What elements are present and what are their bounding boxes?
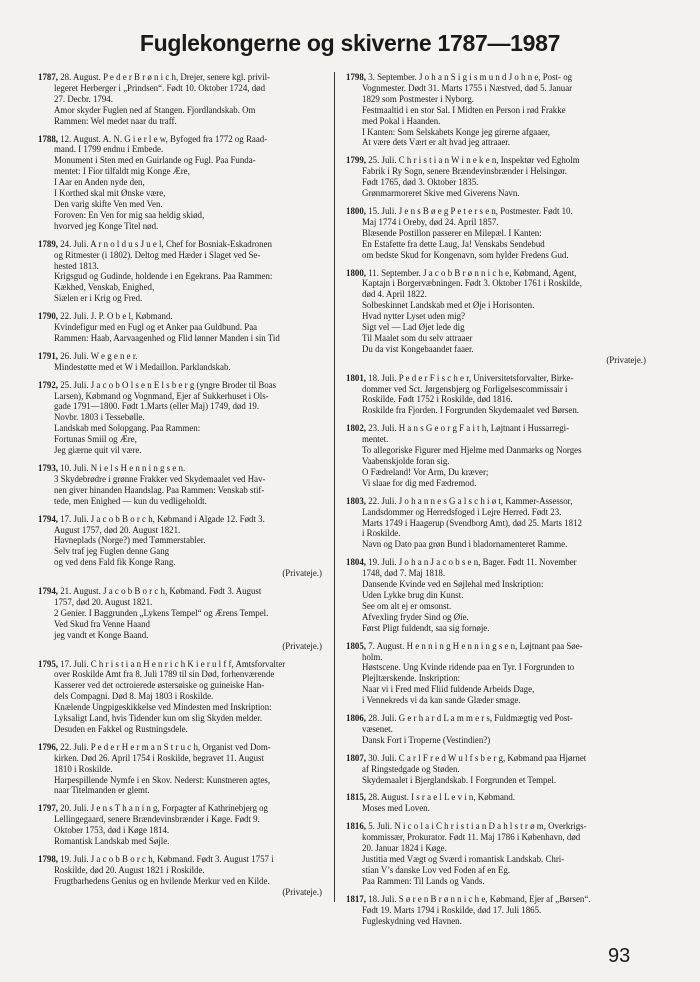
entry-line: dels Compagni. Død 8. Maj 1803 i Roskilde. [54, 691, 214, 702]
entry-line [38, 311, 326, 322]
entry-line: Selv traf jeg Fuglen denne Gang [54, 546, 170, 557]
page-title: Fuglekongerne og skiverne 1787—1987 [139, 30, 561, 56]
entry [38, 72, 326, 127]
entry-text: 22. Juli. J o h a n n e s G a l s c h i ø t, Kammer-Assessor, [368, 495, 573, 506]
entry-line [346, 423, 650, 434]
entry-line [346, 373, 650, 384]
entry-line: Uden Lykke brug din Kunst. [362, 589, 464, 600]
entry-text: 10. Juli. N i e l s H e n n i n g s e n. [60, 463, 186, 473]
entry-text: 18. Juli. P e d e r F i s c h e r, Universitetsforvalter, Birke- [368, 372, 574, 383]
entry-line: hvorved jeg Konge Titel nød. [54, 220, 159, 231]
entry [38, 659, 326, 735]
entry-line: mentet. [362, 434, 389, 445]
entry-line: over Roskilde Amt fra 8. Juli 1789 til sin Død, forhenværende [54, 669, 275, 680]
entry [38, 311, 326, 344]
entry-line: Landsdommer og Herredsfoged i Lejre Herred. Født 23. [362, 506, 562, 517]
entry-line: Afvexling fryder Sind og Øie. [362, 611, 469, 622]
entry-year: 1798, [38, 854, 58, 864]
entry-text: 28. August. P e d e r B r ø n i c h, Drejer, senere kgl. privil- [60, 72, 270, 82]
entry-line: Moses med Loven. [362, 803, 430, 814]
privateje-note: (Privateje.) [606, 354, 646, 365]
entry-year: 1804, [346, 557, 366, 568]
entry [38, 351, 326, 373]
entry-line: 27. Decbr. 1794. [54, 93, 113, 104]
entry-line [346, 821, 650, 832]
entry-line: Justitia med Vægt og Sværd i romantisk Landskab. Chri- [362, 854, 565, 864]
entry-line: August 1757, død 20. August 1821. [54, 524, 181, 535]
entry-line: To allegoriske Figurer med Hjelme med Danmarks og Norges [362, 445, 582, 456]
entry-text: 5. Juli. N i c o l a i C h r i s t i a n D a h l s t r ø m, Overkrigs- [368, 821, 587, 832]
entry-text: 25. Juli. J a c o b O l s e n E l s b e r g (yngre Broder til Boas [60, 379, 277, 390]
privateje-note: (Privateje.) [282, 640, 322, 651]
entry-line: Desuden en Fakkel og Rustningsdele. [54, 723, 188, 734]
entry-line: Til Maalet som du selv attraaer [362, 332, 473, 343]
entry-line: Lellingegaard, senere Brændevinsbrænder i Køge. Født 9. [54, 814, 260, 825]
entry-line: holm. [362, 651, 383, 662]
entry-line: Sigt vel — Lad Øjet lede dig [362, 322, 465, 333]
entry-line: jeg vandt et Konge Baand. [54, 629, 149, 640]
entry [346, 641, 650, 706]
entry [38, 586, 326, 651]
entry-line: Dansende Kvinde ved en Søjlehal med Inskription: [362, 579, 544, 590]
entry-text: 17. Juli. J a c o b B o r c h, Købmand i Algade 12. Født 3. [60, 513, 265, 524]
entry-line: Roskilde fra Fjorden. I Forgrunden Skydemaalet ved Børsen. [362, 405, 579, 416]
entry-year: 1796, [38, 741, 58, 752]
entry-year: 1797, [38, 803, 58, 814]
column-divider [334, 72, 335, 902]
entry-line: I Aar en Anden nyde den, [54, 177, 145, 188]
entry-line: Harpespillende Nymfe i en Skov. Nederst: Kunstneren agtes, [54, 774, 271, 785]
entry-line: Kvindefigur med en Fugl og et Anker paa Guldbund. Paa [54, 322, 258, 333]
entry-line: 20. Januar 1824 i Køge. [362, 843, 447, 854]
entry-line: Fortunas Smiil og Ære, [54, 434, 137, 445]
entry-line: kommissær, Prokurator. Født 11. Maj 1786 i København, død [362, 832, 581, 843]
entry-text: 11. September. J a c o b B r ø n n i c h e, Købmand, Agent, [368, 267, 577, 278]
entry-text: 21. August. J a c o b B o r c h, Købmand. Født 3. August [60, 586, 262, 597]
entry [346, 792, 650, 814]
entry-line: Maj 1774 i Oreby, død 24. April 1857. [362, 216, 499, 227]
entry-year: 1817, [346, 893, 366, 904]
entry-year: 1805, [346, 640, 366, 651]
entry-text: 24. Juli. A r n o l d u s J u e l, Chef for Bosniak-Eskadronen [60, 238, 272, 249]
entry-line [38, 463, 326, 474]
entry-line: Knælende Ungpigeskikkelse ved Mindesten med Inskription: [54, 702, 272, 713]
entry-line: kirken. Død 26. April 1754 i Roskilde, begravet 11. August [54, 752, 264, 763]
entry-line: Ved Skud fra Venne Haand [54, 618, 150, 629]
entry-text: 3. September. J o h a n S i g i s m u n d J o h n e, Post- og [368, 72, 573, 82]
entry-line: Landskab med Solopgang. Paa Rammen: [54, 423, 201, 434]
entry-line: død 4. April 1822. [362, 289, 427, 300]
entry-line [38, 803, 326, 814]
entry-line: Kasserer ved det octroierede østersøiske og guineiske Han- [54, 680, 265, 691]
entry-line: Oktober 1753, død i Køge 1814. [54, 825, 170, 836]
entry-line: 2 Genier. I Baggrunden „Lykens Tempel“ og Ærens Tempel. [54, 607, 269, 618]
entry-line [346, 641, 650, 652]
entry [38, 380, 326, 456]
entry-line: Fugleskydning ved Havnen. [362, 915, 462, 926]
entry-line: Vognmester. Dødt 31. Marts 1755 i Næstved, død 5. Januar [362, 82, 573, 93]
entry [38, 514, 326, 579]
entry-line: Paa Rammen: Til Lands og Vands. [362, 875, 485, 886]
entry [346, 557, 650, 633]
entry-line: Blæsende Postillon passerer en Milepæl. I Kanten: [362, 227, 542, 238]
entry-year: 1800, [346, 267, 366, 278]
entry-line: Født 19. Marts 1794 i Roskilde, død 17. Juli 1865. [362, 904, 542, 915]
entry-line [346, 155, 650, 166]
entry-year: 1800, [346, 205, 366, 216]
entry-year: 1790, [38, 311, 58, 322]
entry-line: Roskilde, død 20. August 1821 i Roskilde. [54, 864, 205, 875]
entry-year: 1801, [346, 372, 366, 383]
entry-line: nen giver hinanden Haandslag. Paa Rammen: Venskab stif- [54, 484, 265, 495]
entry-text: 22. Juli. J. P. O b e l, Købmand. [60, 311, 173, 322]
entry-line: mentet: I Fior tilfaldt mig Konge Ære, [54, 166, 190, 177]
entry-text: 22. Juli. P e d e r H e r m a n S t r u c h, Organist ved Dom- [60, 741, 271, 752]
entry-year: 1798, [346, 72, 366, 82]
entry-line: Kækhed, Venskab, Enighed, [54, 282, 155, 293]
entry-line: Kaptajn i Borgervæbningen. Født 3. Oktober 1761 i Roskilde, [362, 278, 582, 289]
entry-year: 1793, [38, 463, 58, 473]
entry-line [346, 72, 650, 83]
entry-line: Vaabenskjolde foran sig. [362, 456, 450, 466]
privateje-note: (Privateje.) [282, 886, 322, 897]
entry-line [38, 742, 326, 753]
entry-line: Du da vist Kongebaandet faaer. [362, 343, 474, 354]
entry [346, 894, 650, 927]
entry-line: af Ringstedgade og Støden. [362, 763, 460, 774]
entry-line: Rammen: Haab, Aarvaagenhed og Flid lønner Manden i sin Tid [54, 332, 280, 343]
entry-text: 17. Juli. C h r i s t i a n H e n r i c h K i e r u l f f, Amtsforvalter [60, 658, 286, 669]
entry-line [346, 753, 650, 764]
entry [346, 206, 650, 261]
entry-line: Novbr. 1803 i Tessebølle. [54, 412, 145, 423]
entry-line: Født 1765, død 3. Oktober 1835. [362, 177, 479, 188]
entry-line: naar Titelmanden er glemt. [54, 785, 150, 796]
entry [346, 155, 650, 199]
entry-line: Mindestøtte med et W i Medaillon. Parklandskab. [54, 361, 231, 372]
entry-line: En Estafette fra dette Laug, Ja! Venskabs Sendebud [362, 238, 545, 249]
entry-year: 1787, [38, 72, 58, 82]
entry-line: Monument i Sten med en Guirlande og Fugl. Paa Funda- [54, 155, 256, 166]
entry-line: At være dets Vært er alt hvad jeg attraaer. [362, 137, 510, 148]
entry-line [38, 380, 326, 391]
entry-text: 18. Juli. S ø r e n B r ø n n i c h e, Købmand, Ejer af „Børsen“. [368, 893, 591, 904]
entry [346, 423, 650, 488]
entry-line: 3 Skydebrødre i grønne Frakker ved Skydemaalet ved Hav- [54, 473, 266, 484]
entry-text: 19. Juli. J a c o b B o r c h, Købmand. Født 3. August 1757 i [60, 854, 274, 864]
entry-line: i Roskilde. [362, 528, 401, 539]
entry-line: Amor skyder Fuglen ned af Stangen. Fjordlandskab. Om [54, 104, 256, 115]
entry-line [346, 894, 650, 905]
right-column [346, 72, 650, 933]
entry-line: Siælen er i Krig og Fred. [54, 293, 143, 304]
privateje-note: (Privateje.) [282, 568, 322, 579]
entry [346, 821, 650, 886]
left-column [38, 72, 326, 905]
entry-line [38, 659, 326, 670]
entry [38, 742, 326, 797]
entry-line: I Kanten: Som Selskabets Konge jeg girerne afgaaer, [362, 126, 550, 137]
entry-line: 1757, død 20. August 1821. [54, 596, 153, 607]
entry-line: med Pokal i Haanden. [362, 115, 441, 126]
entry-line: Solbeskinnet Landskab med et Øje i Horisonten. [362, 300, 535, 311]
entry-text: 19. Juli. J o h a n J a c o b s e n, Bager. Født 11. November [368, 557, 577, 568]
entry-line: Dansk Fort i Troperne (Vestindien?) [362, 734, 491, 745]
entry-year: 1795, [38, 658, 58, 669]
entry-line: Festmaaltid i en stor Sal. I Midten en Person i rød Frakke [362, 104, 566, 115]
entry-text: 30. Juli. C a r l F r e d W u l f s b e r g, Købmand paa Hjørnet [368, 752, 587, 763]
entry-line: tede, men Enighed — kun du vedligeholdt. [54, 495, 207, 506]
entry-line: Rammen: Wel medet naar du traff. [54, 115, 177, 126]
entry-line: gade 1791—1800. Født 1.Marts (eller Maj) 1749, død 19. [54, 401, 260, 412]
entry [38, 239, 326, 304]
entry-year: 1788, [38, 133, 58, 144]
entry-line: 1748, død 7. Maj 1818. [362, 568, 446, 579]
entry-line [346, 268, 650, 279]
entry-text: 20. Juli. J e n s T h a n i n g, Forpagter af Kathrinebjerg og [60, 803, 268, 814]
entry-line: Larsen), Købmand og Vognmand, Ejer af Sukkerhuset i Ols- [54, 390, 269, 401]
entry-year: 1806, [346, 713, 366, 724]
entry [346, 72, 650, 148]
entry-line [346, 496, 650, 507]
entry-year: 1789, [38, 238, 58, 249]
entry-line: Jeg giærne quit vil være. [54, 445, 142, 456]
entry [38, 854, 326, 898]
entry [346, 753, 650, 786]
entry-line: i Vennekreds vi da kan sande Glæder smage. [362, 695, 521, 706]
entry-line: 1810 i Roskilde. [54, 763, 113, 774]
entry-text: 28. August. I s r a e l L e v i n, Købmand. [368, 792, 516, 803]
entry-line: Plejltærskende. Inskription: [362, 673, 461, 684]
entry-line: Navn og Dato paa grøn Bund i bladornamenteret Ramme. [362, 539, 568, 550]
entry-line: dommer ved Sct. Jørgensbjerg og Forligelsescommissair i [362, 383, 568, 394]
entry-line: væsenet. [362, 723, 393, 734]
entry-line [38, 351, 326, 362]
entry [38, 463, 326, 507]
entry-text: 23. Juli. H a n s G e o r g F a i t h, Løjtnant i Hussarregi- [368, 423, 570, 434]
entry-year: 1815, [346, 792, 366, 803]
entry [38, 803, 326, 847]
entry-line: Høstscene. Ung Kvinde ridende paa en Tyr. I Forgrunden to [362, 662, 575, 673]
entry-text: 28. Juli. G e r h a r d L a m m e r s, Fuldmægtig ved Post- [368, 713, 573, 724]
entry [346, 713, 650, 746]
entry-line [346, 206, 650, 217]
entry-text: 15. Juli. J e n s B ø e g P e t e r s e n, Postmester. Født 10. [368, 205, 573, 216]
entry-line: Den varig skifte Ven med Ven. [54, 198, 163, 209]
entry-line: Frugtbarhedens Genius og en hvilende Merkur ved en Kilde. [54, 875, 270, 886]
entry-line: Først Pligt fuldendt, saa sig fornøje. [362, 622, 490, 633]
entry-line: 1829 som Postmester i Nyborg. [362, 93, 475, 104]
entry-line: hested 1813. [54, 260, 99, 271]
entry-line [38, 854, 326, 865]
entry-line: Grønmarmoreret Skive med Giverens Navn. [362, 188, 520, 199]
entry-line: Havneplads (Norge?) med Tømmerstabler. [54, 535, 206, 546]
entry-line: Krigsgud og Gudinde, holdende i en Egekrans. Paa Rammen: [54, 271, 273, 282]
entry-line [38, 72, 326, 83]
entry-line: Vi slaae for dig med Fædremod. [362, 477, 477, 488]
entry-year: 1794, [38, 513, 58, 524]
entry-line: legeret Herberger i „Prindsen“. Født 10. Oktober 1724, død [54, 82, 266, 93]
entry-line [346, 713, 650, 724]
entry [38, 134, 326, 232]
entry-line: Lyksaligt Land, hvis Tidender kun om slig Skyden melder. [54, 713, 263, 724]
entry [346, 496, 650, 551]
entry-line: I Korthed skal mit Ønske være, [54, 188, 166, 199]
entry-year: 1791, [38, 350, 58, 361]
entry [346, 373, 650, 417]
entry-text: 7. August. H e n n i n g H e n n i n g s e n, Løjtnant paa Søe- [368, 640, 583, 651]
entry-line: Hvad nytter Lyset uden mig? [362, 311, 466, 322]
entry-line [346, 557, 650, 568]
entry-text: 12. August. A. N. G i e r l e w, Byfoged fra 1772 og Raad- [60, 133, 268, 144]
entry-line: mand. I 1799 endnu i Embede. [54, 144, 164, 155]
entry-line: O Fædreland! Vor Arm, Du kræver; [362, 466, 489, 477]
entry-year: 1816, [346, 821, 366, 832]
entry-year: 1802, [346, 423, 366, 434]
entry-line [38, 239, 326, 250]
entry-year: 1799, [346, 155, 366, 166]
entry-line: Foroven: En Ven for mig saa heldig skiød, [54, 209, 205, 220]
entry-year: 1794, [38, 586, 58, 597]
entry-line: See om alt ej er omsonst. [362, 600, 452, 611]
page-number: 93 [608, 945, 631, 967]
entry-line: Marts 1749 i Haagerup (Svendborg Amt), død 25. Marts 1812 [362, 517, 582, 528]
entry [346, 268, 650, 366]
entry-line: og Ritmester (i 1802). Deltog med Hæder i Slaget ved Se- [54, 249, 261, 260]
entry-line: Naar vi i Fred med Fliid fuldende Arbeids Dage, [362, 684, 535, 695]
entry-line [38, 514, 326, 525]
entry-line: Fabrik i Ry Sogn, senere Brændevinsbrænder i Helsingør. [362, 166, 567, 177]
entry-line: Roskilde. Født 1752 i Roskilde, død 1816. [362, 394, 513, 405]
entry-line [346, 792, 650, 803]
entry-line: Romantisk Landskab med Søjle. [54, 836, 170, 847]
entry-line: stian V’s danske Lov ved Foden af en Eg. [362, 864, 510, 875]
entry-line: og ved dens Fald fik Konge Rang. [54, 557, 176, 568]
entry-line: Skydemaalet i Bjerglandskab. I Forgrunden et Tempel. [362, 774, 557, 785]
entry-line [38, 134, 326, 145]
entry-line: om bedste Skud for Kongenavn, som hylder Fredens Gud. [362, 249, 569, 260]
entry-year: 1807, [346, 752, 366, 763]
entry-text: 25. Juli. C h r i s t i a n W i n e k e n, Inspektør ved Egholm [368, 155, 580, 166]
entry-line [38, 586, 326, 597]
entry-year: 1803, [346, 495, 366, 506]
entry-text: 26. Juli. W e g e n e r. [60, 350, 138, 361]
entry-year: 1792, [38, 379, 58, 390]
